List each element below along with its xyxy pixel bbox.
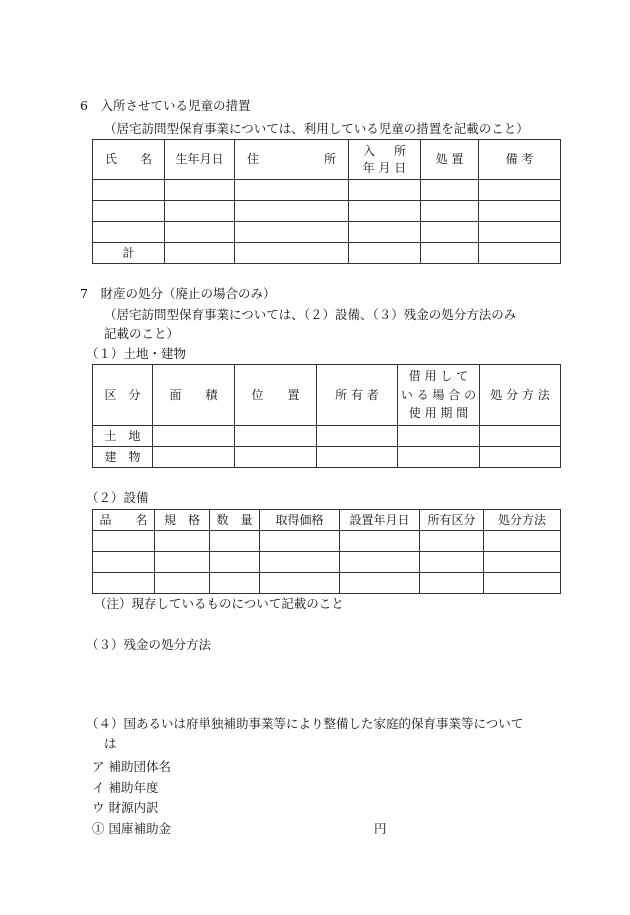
land-building-table	[92, 364, 561, 468]
children-table-header	[93, 140, 561, 180]
total-label: 計	[93, 243, 165, 264]
subsidy-title-1: （４）国あるいは府単独補助事業等により整備した家庭的保育事業等について	[86, 716, 524, 731]
section-7-note-1: （居宅訪問型保育事業については、（２）設備、（３）残金の処分方法のみ	[104, 307, 517, 322]
header-area: 面 積	[153, 365, 235, 426]
funding-breakdown-label: ウ 財源内訳	[92, 800, 159, 815]
header-name: 氏 名	[93, 140, 165, 180]
table-row	[93, 531, 561, 552]
header-quantity: 数 量	[210, 510, 260, 531]
row-label-land: 土 地	[93, 426, 153, 447]
header-acquisition-price: 取得価格	[260, 510, 340, 531]
subsidy-year-label: イ 補助年度	[92, 780, 159, 795]
land-building-title: （１）土地・建物	[86, 346, 187, 361]
table-row	[93, 201, 561, 222]
header-address: 住 所	[235, 140, 349, 180]
section-7-note-2: 記載のこと）	[104, 326, 180, 341]
table-row	[93, 180, 561, 201]
header-ownership: 所有区分	[420, 510, 484, 531]
equipment-title: （２）設備	[86, 490, 149, 505]
subsidy-org-label: ア 補助団体名	[92, 759, 171, 774]
header-kubun: 区 分	[93, 365, 153, 426]
header-birthdate: 生年月日	[165, 140, 235, 180]
header-treatment: 処 置	[421, 140, 479, 180]
subsidy-title-2: は	[104, 736, 117, 751]
header-location: 位 置	[235, 365, 317, 426]
table-row	[93, 573, 561, 594]
header-item-name: 品 名	[93, 510, 155, 531]
header-spec: 規 格	[155, 510, 210, 531]
cash-disposal-title: （３）残金の処分方法	[86, 637, 212, 652]
row-label-building: 建 物	[93, 447, 153, 468]
yen-unit: 円	[374, 821, 387, 836]
header-disposal-method: 処分方法	[484, 510, 561, 531]
header-entry-date: 入 所 年 月 日	[349, 140, 421, 180]
header-disposal-method: 処 分 方 法	[480, 365, 561, 426]
table-row	[93, 222, 561, 243]
header-lease-period: 借 用 し て い る 場 合 の 使 用 期 間	[398, 365, 480, 426]
table-row	[93, 426, 561, 447]
equipment-footnote: （注）現存しているものについて記載のこと	[94, 596, 344, 611]
children-table	[92, 139, 561, 264]
land-table-header	[93, 365, 561, 426]
equipment-table-header	[93, 510, 561, 531]
header-install-date: 設置年月日	[340, 510, 420, 531]
table-row	[93, 552, 561, 573]
table-row-total	[93, 243, 561, 264]
section-6-title: 6 入所させている児童の措置	[80, 98, 251, 113]
equipment-table	[92, 509, 561, 594]
header-owner: 所 有 者	[317, 365, 398, 426]
national-subsidy-label: ① 国庫補助金	[92, 821, 171, 836]
section-6-note: （居宅訪問型保育事業については、利用している児童の措置を記載のこと）	[104, 121, 529, 136]
header-remarks: 備 考	[479, 140, 561, 180]
table-row	[93, 447, 561, 468]
section-7-title: 7 財産の処分（廃止の場合のみ）	[80, 286, 276, 301]
